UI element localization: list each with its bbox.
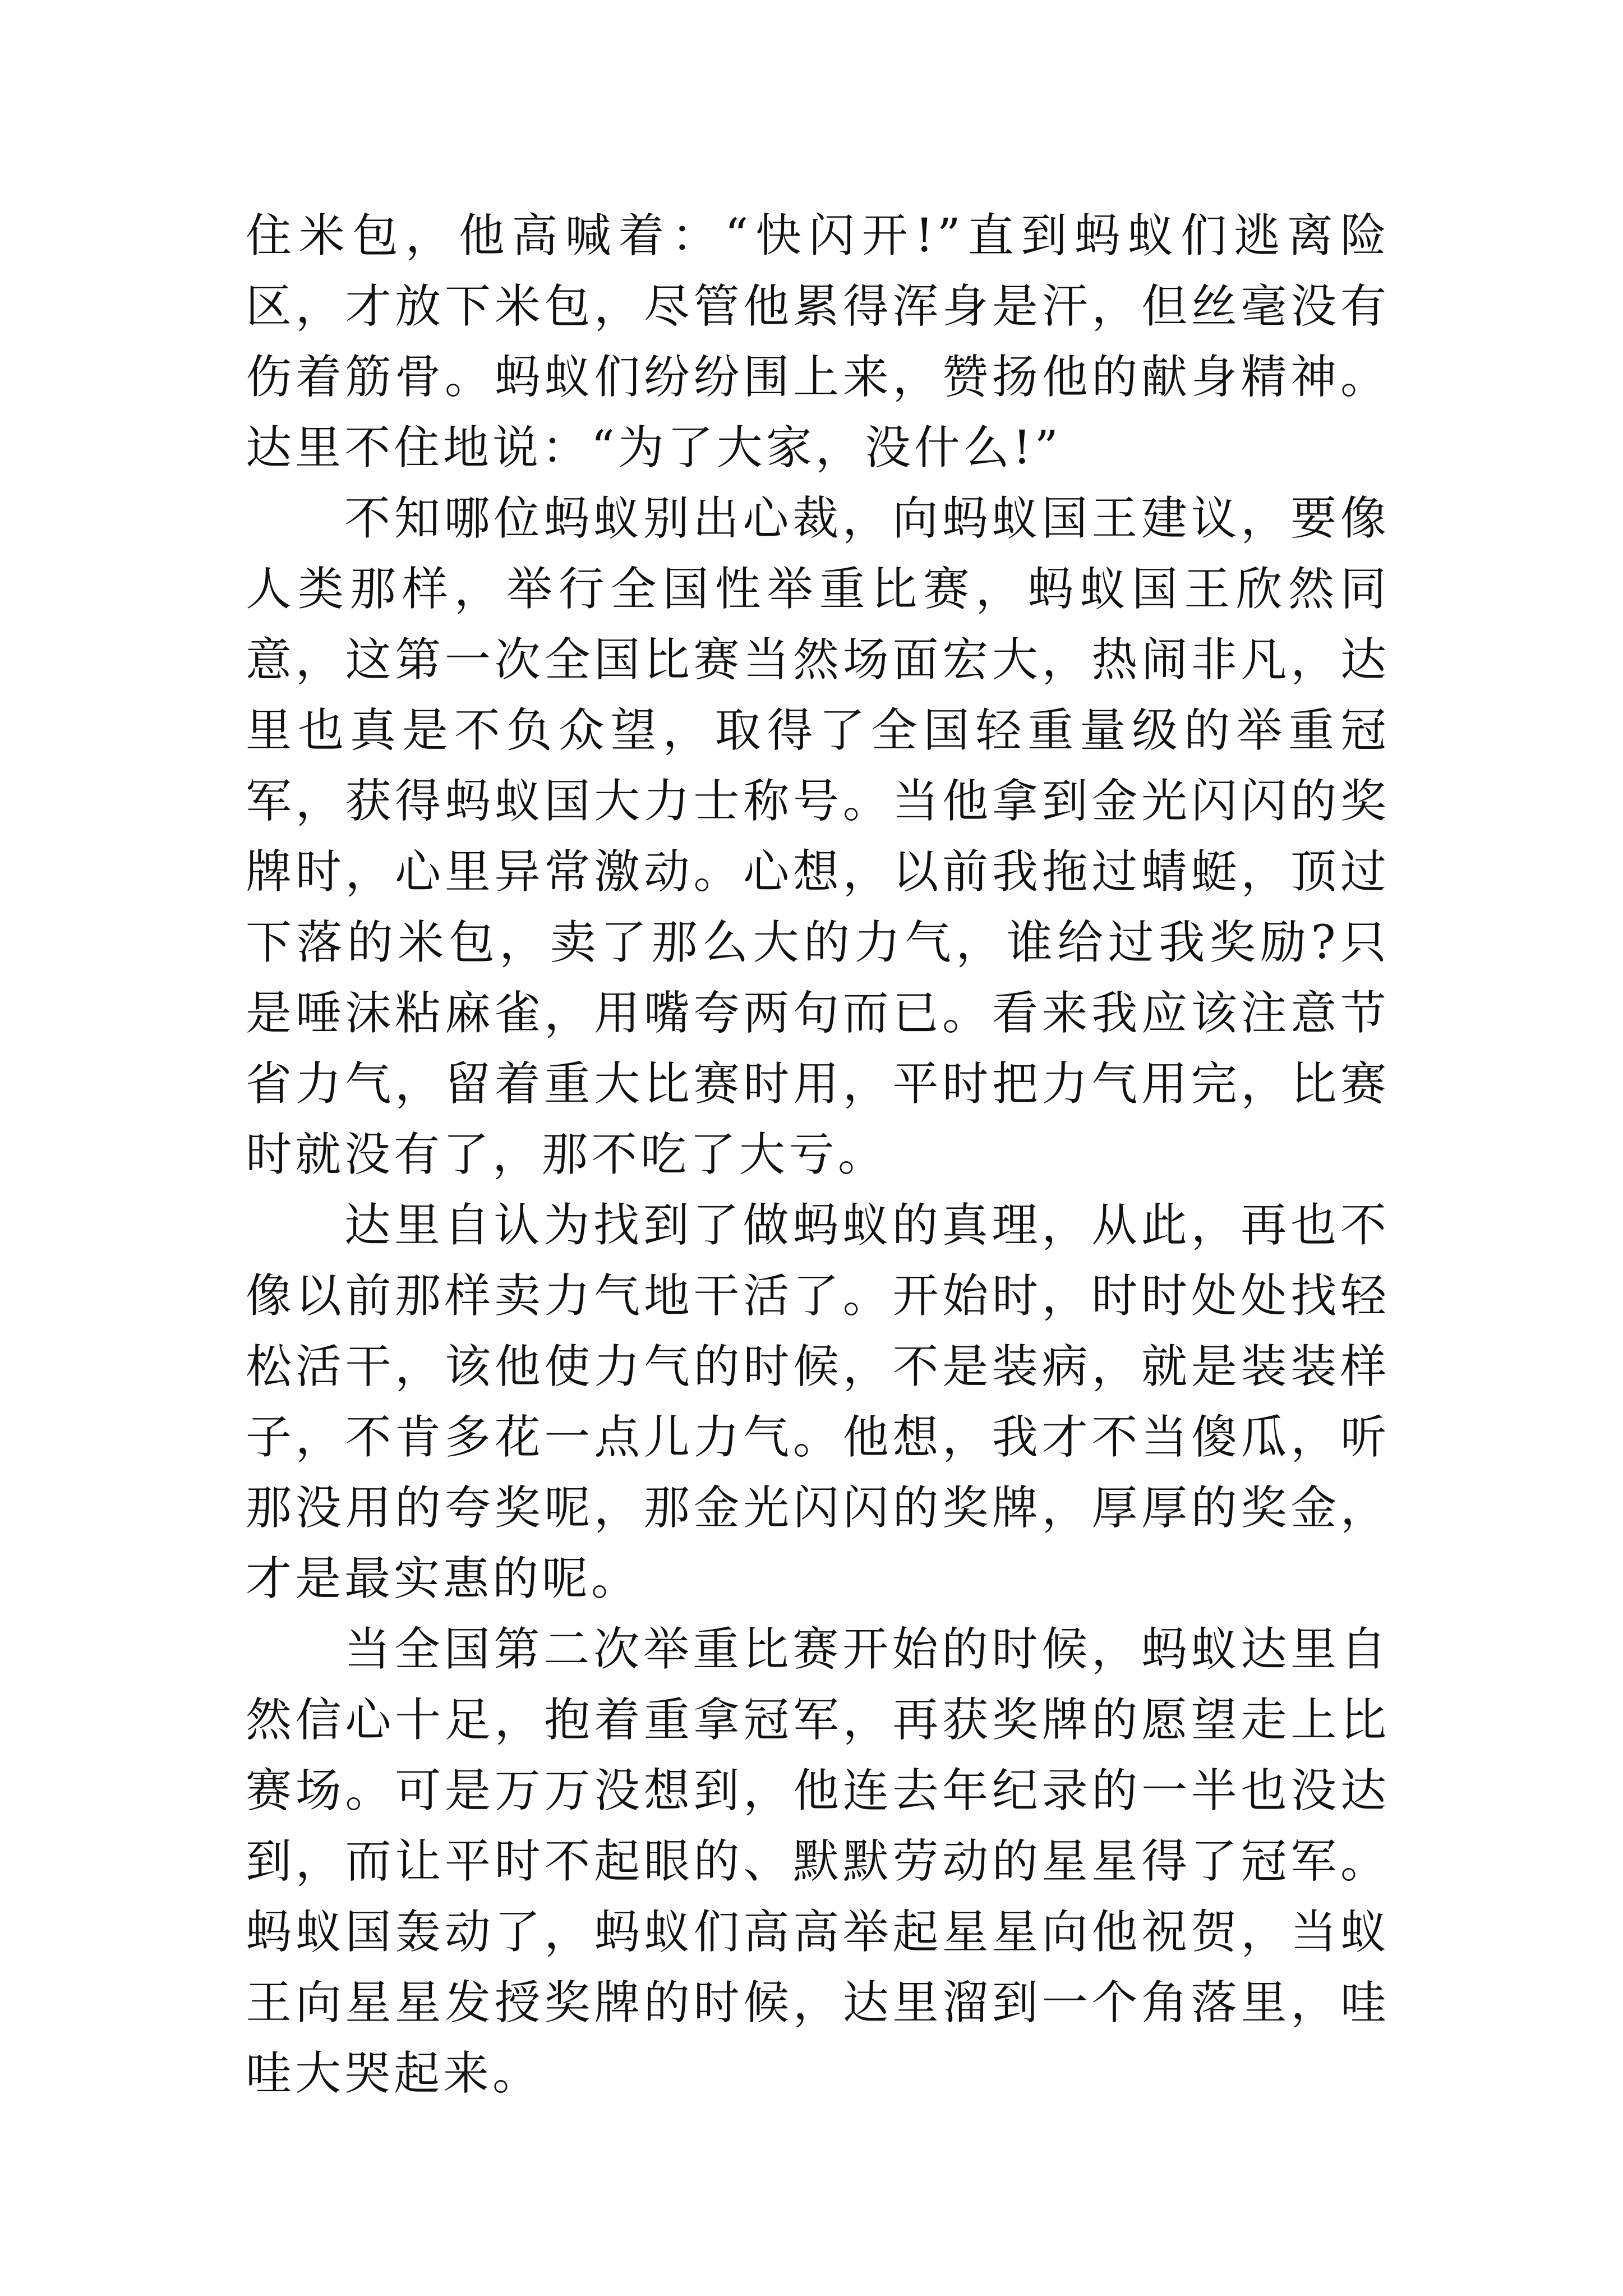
paragraph-1: 住米包，他高喊着：“快闪开!”直到蚂蚁们逃离险区，才放下米包，尽管他累得浑身是汗，但丝毫没有伤着筋骨。蚂蚁们纷纷围上来，赞扬他的献身精神。达里不住地说：“为了大家，没什么!” [246, 209, 1390, 475]
paragraph-2: 不知哪位蚂蚁别出心裁，向蚂蚁国王建议，要像人类那样，举行全国性举重比赛，蚂蚁国王欣然同意，这第一次全国比赛当然场面宏大，热闹非凡，达里也真是不负众望，取得了全国轻重量级的举重冠军，获得蚂蚁国大力士称号。当他拿到金光闪闪的奖牌时，心里异常激动。心想，以前我拖过蜻蜓，顶过下落的米包，卖了那么大的力气，谁给过我奖励?只是唾沫粘麻雀，用嘴夸两句而已。看来我应该注意节省力气，留着重大比赛时用，平时把力气用完，比赛时就没有了，那不吃了大亏。 [246, 492, 1390, 1181]
paragraph-3: 达里自认为找到了做蚂蚁的真理，从此，再也不像以前那样卖力气地干活了。开始时，时时处处找轻松活干，该他使力气的时候，不是装病，就是装装样子，不肯多花一点儿力气。他想，我才不当傻瓜，听那没用的夸奖呢，那金光闪闪的奖牌，厚厚的奖金，才是最实惠的呢。 [246, 1199, 1390, 1605]
document-body [246, 201, 1390, 2109]
paragraph-4: 当全国第二次举重比赛开始的时候，蚂蚁达里自然信心十足，抱着重拿冠军，再获奖牌的愿望走上比赛场。可是万万没想到，他连去年纪录的一半也没达到，而让平时不起眼的、默默劳动的星星得了冠军。蚂蚁国轰动了，蚂蚁们高高举起星星向他祝贺，当蚁王向星星发授奖牌的时候，达里溜到一个角落里，哇哇大哭起来。 [246, 1623, 1390, 2100]
